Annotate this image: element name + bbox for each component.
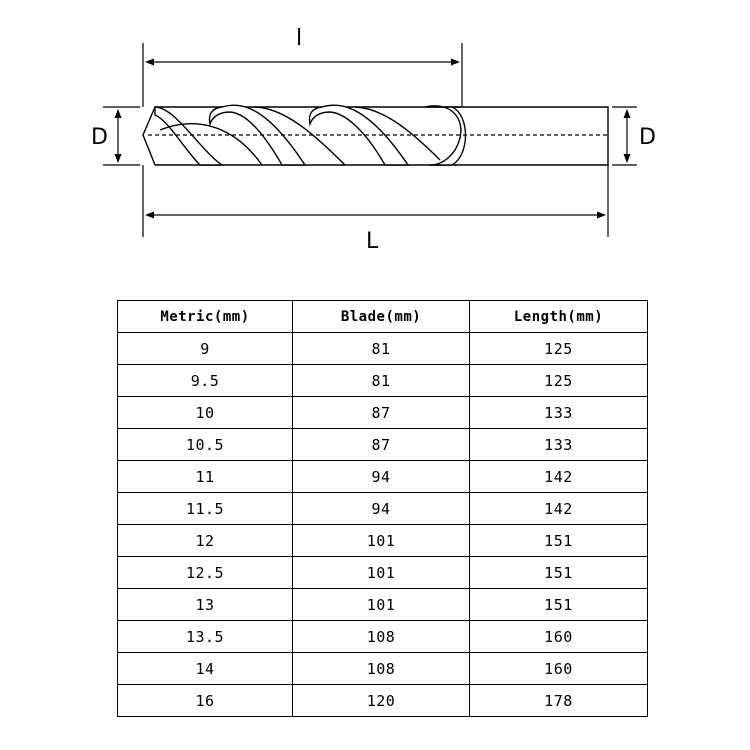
drill-bit-diagram	[0, 0, 750, 270]
cell-metric: 13	[118, 589, 293, 621]
table-row	[118, 333, 648, 365]
table-row	[118, 621, 648, 653]
cell-blade: 94	[293, 461, 470, 493]
cell-blade: 120	[293, 685, 470, 717]
drill-shank	[452, 107, 608, 165]
blade-arrow-left	[145, 59, 154, 66]
diameter-label-right: D	[639, 125, 656, 150]
table-row	[118, 429, 648, 461]
cell-length: 160	[470, 621, 648, 653]
table-row	[118, 557, 648, 589]
length-arrow-left	[145, 212, 154, 219]
table-row	[118, 525, 648, 557]
cell-length: 133	[470, 429, 648, 461]
total-length-label: L	[366, 229, 379, 254]
cell-metric: 16	[118, 685, 293, 717]
table-row	[118, 365, 648, 397]
diameter-label-left: D	[91, 125, 108, 150]
cell-metric: 10.5	[118, 429, 293, 461]
cell-length: 133	[470, 397, 648, 429]
length-arrow-right	[597, 212, 606, 219]
cell-blade: 101	[293, 525, 470, 557]
cell-blade: 108	[293, 653, 470, 685]
cell-blade: 87	[293, 397, 470, 429]
table-row	[118, 685, 648, 717]
diameter-right-arrow-up	[624, 109, 631, 118]
header-metric: Metric(mm)	[118, 301, 293, 333]
blade-length-label: l	[296, 26, 303, 51]
cell-blade: 101	[293, 557, 470, 589]
cell-length: 178	[470, 685, 648, 717]
cell-length: 160	[470, 653, 648, 685]
cell-length: 151	[470, 525, 648, 557]
size-spec-table	[117, 300, 648, 717]
cell-length: 142	[470, 493, 648, 525]
cell-length: 151	[470, 589, 648, 621]
diameter-right-arrow-down	[624, 154, 631, 163]
cell-metric: 12.5	[118, 557, 293, 589]
cell-blade: 81	[293, 365, 470, 397]
cell-length: 125	[470, 333, 648, 365]
cell-blade: 94	[293, 493, 470, 525]
cell-blade: 87	[293, 429, 470, 461]
diameter-left-arrow-up	[115, 109, 122, 118]
cell-metric: 12	[118, 525, 293, 557]
table-header-row	[118, 301, 648, 333]
cell-metric: 9.5	[118, 365, 293, 397]
cell-metric: 13.5	[118, 621, 293, 653]
cell-metric: 11	[118, 461, 293, 493]
table-row	[118, 653, 648, 685]
table-row	[118, 493, 648, 525]
cell-blade: 81	[293, 333, 470, 365]
cell-metric: 11.5	[118, 493, 293, 525]
table-row	[118, 461, 648, 493]
cell-blade: 101	[293, 589, 470, 621]
cell-length: 151	[470, 557, 648, 589]
table-row	[118, 397, 648, 429]
cell-metric: 9	[118, 333, 293, 365]
blade-arrow-right	[451, 59, 460, 66]
header-length: Length(mm)	[470, 301, 648, 333]
diameter-left-arrow-down	[115, 154, 122, 163]
header-blade: Blade(mm)	[293, 301, 470, 333]
cell-length: 125	[470, 365, 648, 397]
table-row	[118, 589, 648, 621]
cell-metric: 10	[118, 397, 293, 429]
cell-blade: 108	[293, 621, 470, 653]
cell-metric: 14	[118, 653, 293, 685]
cell-length: 142	[470, 461, 648, 493]
